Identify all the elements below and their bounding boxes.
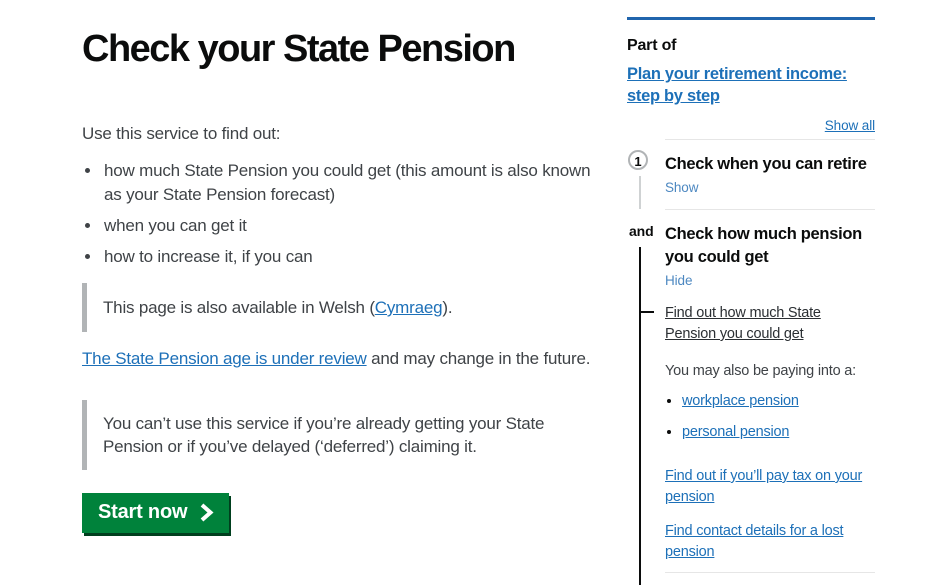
start-now-chevron-icon [187, 503, 213, 522]
pension-age-review-link[interactable]: The State Pension age is under review [82, 349, 367, 368]
service-benefits-list [82, 159, 598, 269]
current-page-link[interactable]: Find out how much State Pension you could get [665, 305, 821, 342]
step-number-circle: 1 [628, 150, 648, 170]
welsh-inset-text [82, 283, 598, 332]
step-nav [627, 139, 875, 585]
related-step-by-step-sidebar [627, 17, 875, 585]
page-title: Check your State Pension [82, 28, 515, 70]
workplace-pension-link[interactable]: workplace pension [682, 393, 799, 409]
step-check-when-you-can-retire [627, 139, 875, 209]
list-item: • how much State Pension you could get (this amount is also known as your State Pension forecast) [102, 159, 598, 207]
list-item: • how to increase it, if you can [102, 245, 598, 269]
start-now-label: Start now [98, 501, 188, 523]
hide-toggle-link[interactable]: Hide [665, 273, 693, 288]
personal-pension-link[interactable]: personal pension [682, 424, 790, 440]
cannot-use-inset-text: You can’t use this service if you’re already getting your State Pension or if you’ve delayed (‘deferred’) claiming it. [82, 400, 598, 470]
panel-intro-text: You may also be paying into a: [665, 363, 856, 379]
welsh-text-before: This page is also available in Welsh ( [103, 298, 375, 317]
list-item: • when you can get it [102, 214, 598, 238]
and-label: and [629, 223, 654, 239]
list-item [682, 391, 875, 412]
current-page-tick [639, 311, 654, 313]
cymraeg-link[interactable]: Cymraeg [374, 298, 443, 317]
step-title: Check how much pension you could get [665, 225, 862, 266]
pension-types-list [665, 391, 875, 443]
pension-age-review-paragraph [82, 347, 598, 371]
welsh-text-after: ). [442, 298, 453, 317]
intro-text: Use this service to find out: [82, 124, 281, 143]
lost-pension-link[interactable]: Find contact details for a lost pension [665, 523, 844, 560]
list-item [682, 422, 875, 443]
panel-bottom-divider [665, 572, 875, 573]
step-expanded-panel [665, 303, 875, 573]
active-step-connector-line [639, 247, 641, 585]
step-title: Check when you can retire [665, 155, 867, 173]
step-check-how-much-pension [627, 209, 875, 585]
show-all-row [627, 117, 875, 135]
show-toggle-link[interactable]: Show [665, 180, 699, 195]
pay-tax-link[interactable]: Find out if you’ll pay tax on your pension [665, 468, 863, 505]
step-by-step-collection-link[interactable]: Plan your retirement income: step by step [627, 65, 847, 105]
review-text-after: and may change in the future. [366, 349, 591, 368]
start-button-row [82, 470, 598, 533]
step-connector-line [639, 176, 641, 209]
start-now-button[interactable] [82, 493, 229, 533]
step-content [665, 139, 875, 209]
part-of-label: Part of [627, 37, 677, 54]
step-content [665, 209, 875, 585]
show-all-link[interactable]: Show all [824, 118, 875, 133]
current-page-link-row [665, 303, 875, 345]
step-marker-column [627, 139, 665, 209]
main-content [82, 0, 598, 533]
step-marker-column [627, 209, 665, 585]
